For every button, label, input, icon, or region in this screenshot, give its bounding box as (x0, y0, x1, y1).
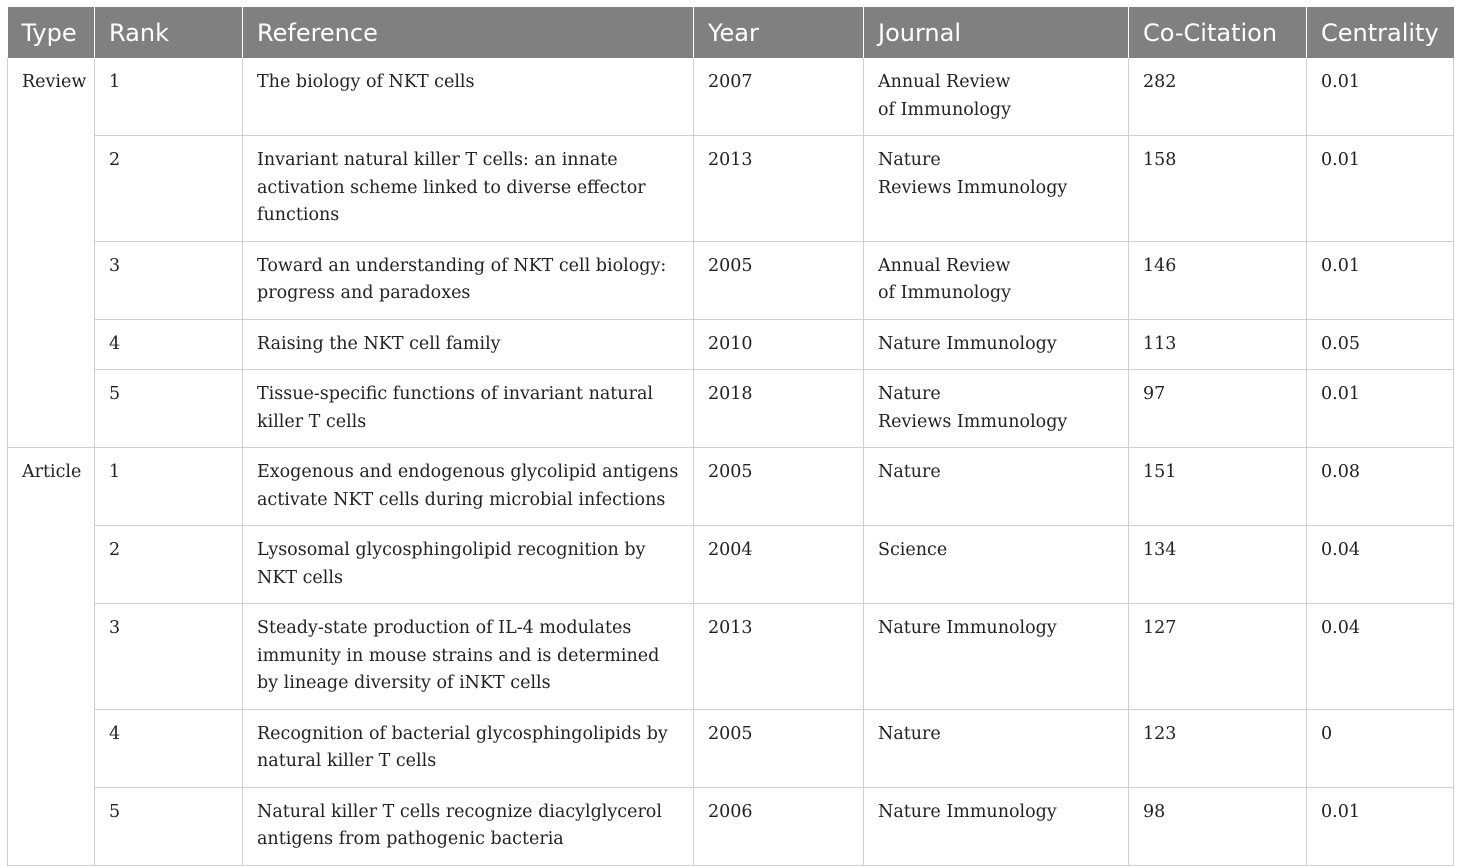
header-year: Year (694, 7, 864, 58)
reference-cell: Exogenous and endogenous glycolipid antigens activate NKT cells during microbial infections (243, 448, 694, 526)
type-cell: Review (8, 58, 95, 448)
rank-cell: 2 (95, 526, 243, 604)
rank-cell: 5 (95, 787, 243, 865)
centrality-cell: 0.04 (1307, 526, 1454, 604)
header-centrality: Centrality (1307, 7, 1454, 58)
journal-cell (864, 526, 1129, 604)
rank-cell: 1 (95, 448, 243, 526)
journal-cell (864, 319, 1129, 370)
co-citation-cell: 134 (1129, 526, 1307, 604)
rank-cell: 4 (95, 319, 243, 370)
reference-cell: Tissue-specific functions of invariant natural killer T cells (243, 370, 694, 448)
centrality-cell: 0.01 (1307, 787, 1454, 865)
year-cell: 2006 (694, 787, 864, 865)
header-journal: Journal (864, 7, 1129, 58)
journal-line: Science (878, 540, 948, 560)
reference-cell: Recognition of bacterial glycosphingolipids by natural killer T cells (243, 709, 694, 787)
table-body (8, 58, 1454, 865)
year-cell: 2005 (694, 241, 864, 319)
journal-line: Nature Immunology (878, 801, 1057, 822)
journal-line: Annual Review (878, 255, 1011, 276)
journal-line: of Immunology (878, 283, 1011, 303)
table-row (8, 58, 1454, 136)
table-row (8, 241, 1454, 319)
header-row (8, 7, 1454, 58)
centrality-cell: 0.01 (1307, 370, 1454, 448)
year-cell: 2005 (694, 709, 864, 787)
centrality-cell: 0.04 (1307, 604, 1454, 710)
year-cell: 2018 (694, 370, 864, 448)
centrality-cell: 0.08 (1307, 448, 1454, 526)
reference-cell: The biology of NKT cells (243, 58, 694, 136)
citation-table-container (7, 7, 1453, 866)
table-row (8, 319, 1454, 370)
journal-cell (864, 709, 1129, 787)
table-row (8, 136, 1454, 242)
reference-cell: Toward an understanding of NKT cell biology: progress and paradoxes (243, 241, 694, 319)
journal-line: Reviews Immunology (878, 411, 1068, 432)
journal-cell (864, 58, 1129, 136)
co-citation-cell: 151 (1129, 448, 1307, 526)
co-citation-table (7, 7, 1454, 866)
header-type: Type (8, 7, 95, 58)
year-cell: 2013 (694, 136, 864, 242)
header-rank: Rank (95, 7, 243, 58)
journal-line: Nature Immunology (878, 333, 1057, 354)
centrality-cell: 0.01 (1307, 136, 1454, 242)
journal-cell (864, 136, 1129, 242)
table-row (8, 709, 1454, 787)
co-citation-cell: 113 (1129, 319, 1307, 370)
journal-line: Nature (878, 462, 941, 482)
table-row (8, 448, 1454, 526)
centrality-cell: 0.01 (1307, 241, 1454, 319)
year-cell: 2005 (694, 448, 864, 526)
year-cell: 2004 (694, 526, 864, 604)
journal-line: Annual Review (878, 72, 1011, 92)
year-cell: 2007 (694, 58, 864, 136)
reference-cell: Raising the NKT cell family (243, 319, 694, 370)
co-citation-cell: 127 (1129, 604, 1307, 710)
co-citation-cell: 146 (1129, 241, 1307, 319)
co-citation-cell: 98 (1129, 787, 1307, 865)
header-reference: Reference (243, 7, 694, 58)
centrality-cell: 0 (1307, 709, 1454, 787)
journal-line: Reviews Immunology (878, 177, 1068, 198)
rank-cell: 3 (95, 604, 243, 710)
journal-cell (864, 787, 1129, 865)
journal-line: Nature Immunology (878, 618, 1057, 638)
journal-line: Nature (878, 384, 941, 404)
rank-cell: 5 (95, 370, 243, 448)
journal-cell (864, 241, 1129, 319)
rank-cell: 4 (95, 709, 243, 787)
reference-cell: Natural killer T cells recognize diacylglycerol antigens from pathogenic bacteria (243, 787, 694, 865)
journal-line: of Immunology (878, 99, 1011, 120)
year-cell: 2013 (694, 604, 864, 710)
centrality-cell: 0.05 (1307, 319, 1454, 370)
co-citation-cell: 158 (1129, 136, 1307, 242)
type-cell: Article (8, 448, 95, 866)
rank-cell: 2 (95, 136, 243, 242)
rank-cell: 3 (95, 241, 243, 319)
table-row (8, 787, 1454, 865)
year-cell: 2010 (694, 319, 864, 370)
centrality-cell: 0.01 (1307, 58, 1454, 136)
table-row (8, 526, 1454, 604)
table-row (8, 604, 1454, 710)
journal-cell (864, 370, 1129, 448)
rank-cell: 1 (95, 58, 243, 136)
co-citation-cell: 282 (1129, 58, 1307, 136)
journal-line: Nature (878, 723, 941, 744)
header-co-citation: Co-Citation (1129, 7, 1307, 58)
reference-cell: Invariant natural killer T cells: an innate activation scheme linked to diverse effector functions (243, 136, 694, 242)
journal-cell (864, 604, 1129, 710)
co-citation-cell: 123 (1129, 709, 1307, 787)
co-citation-cell: 97 (1129, 370, 1307, 448)
journal-cell (864, 448, 1129, 526)
journal-line: Nature (878, 150, 941, 170)
reference-cell: Steady-state production of IL-4 modulates immunity in mouse strains and is determined by lineage diversity of iNKT cells (243, 604, 694, 710)
table-row (8, 370, 1454, 448)
reference-cell: Lysosomal glycosphingolipid recognition by NKT cells (243, 526, 694, 604)
table-header (8, 7, 1454, 58)
